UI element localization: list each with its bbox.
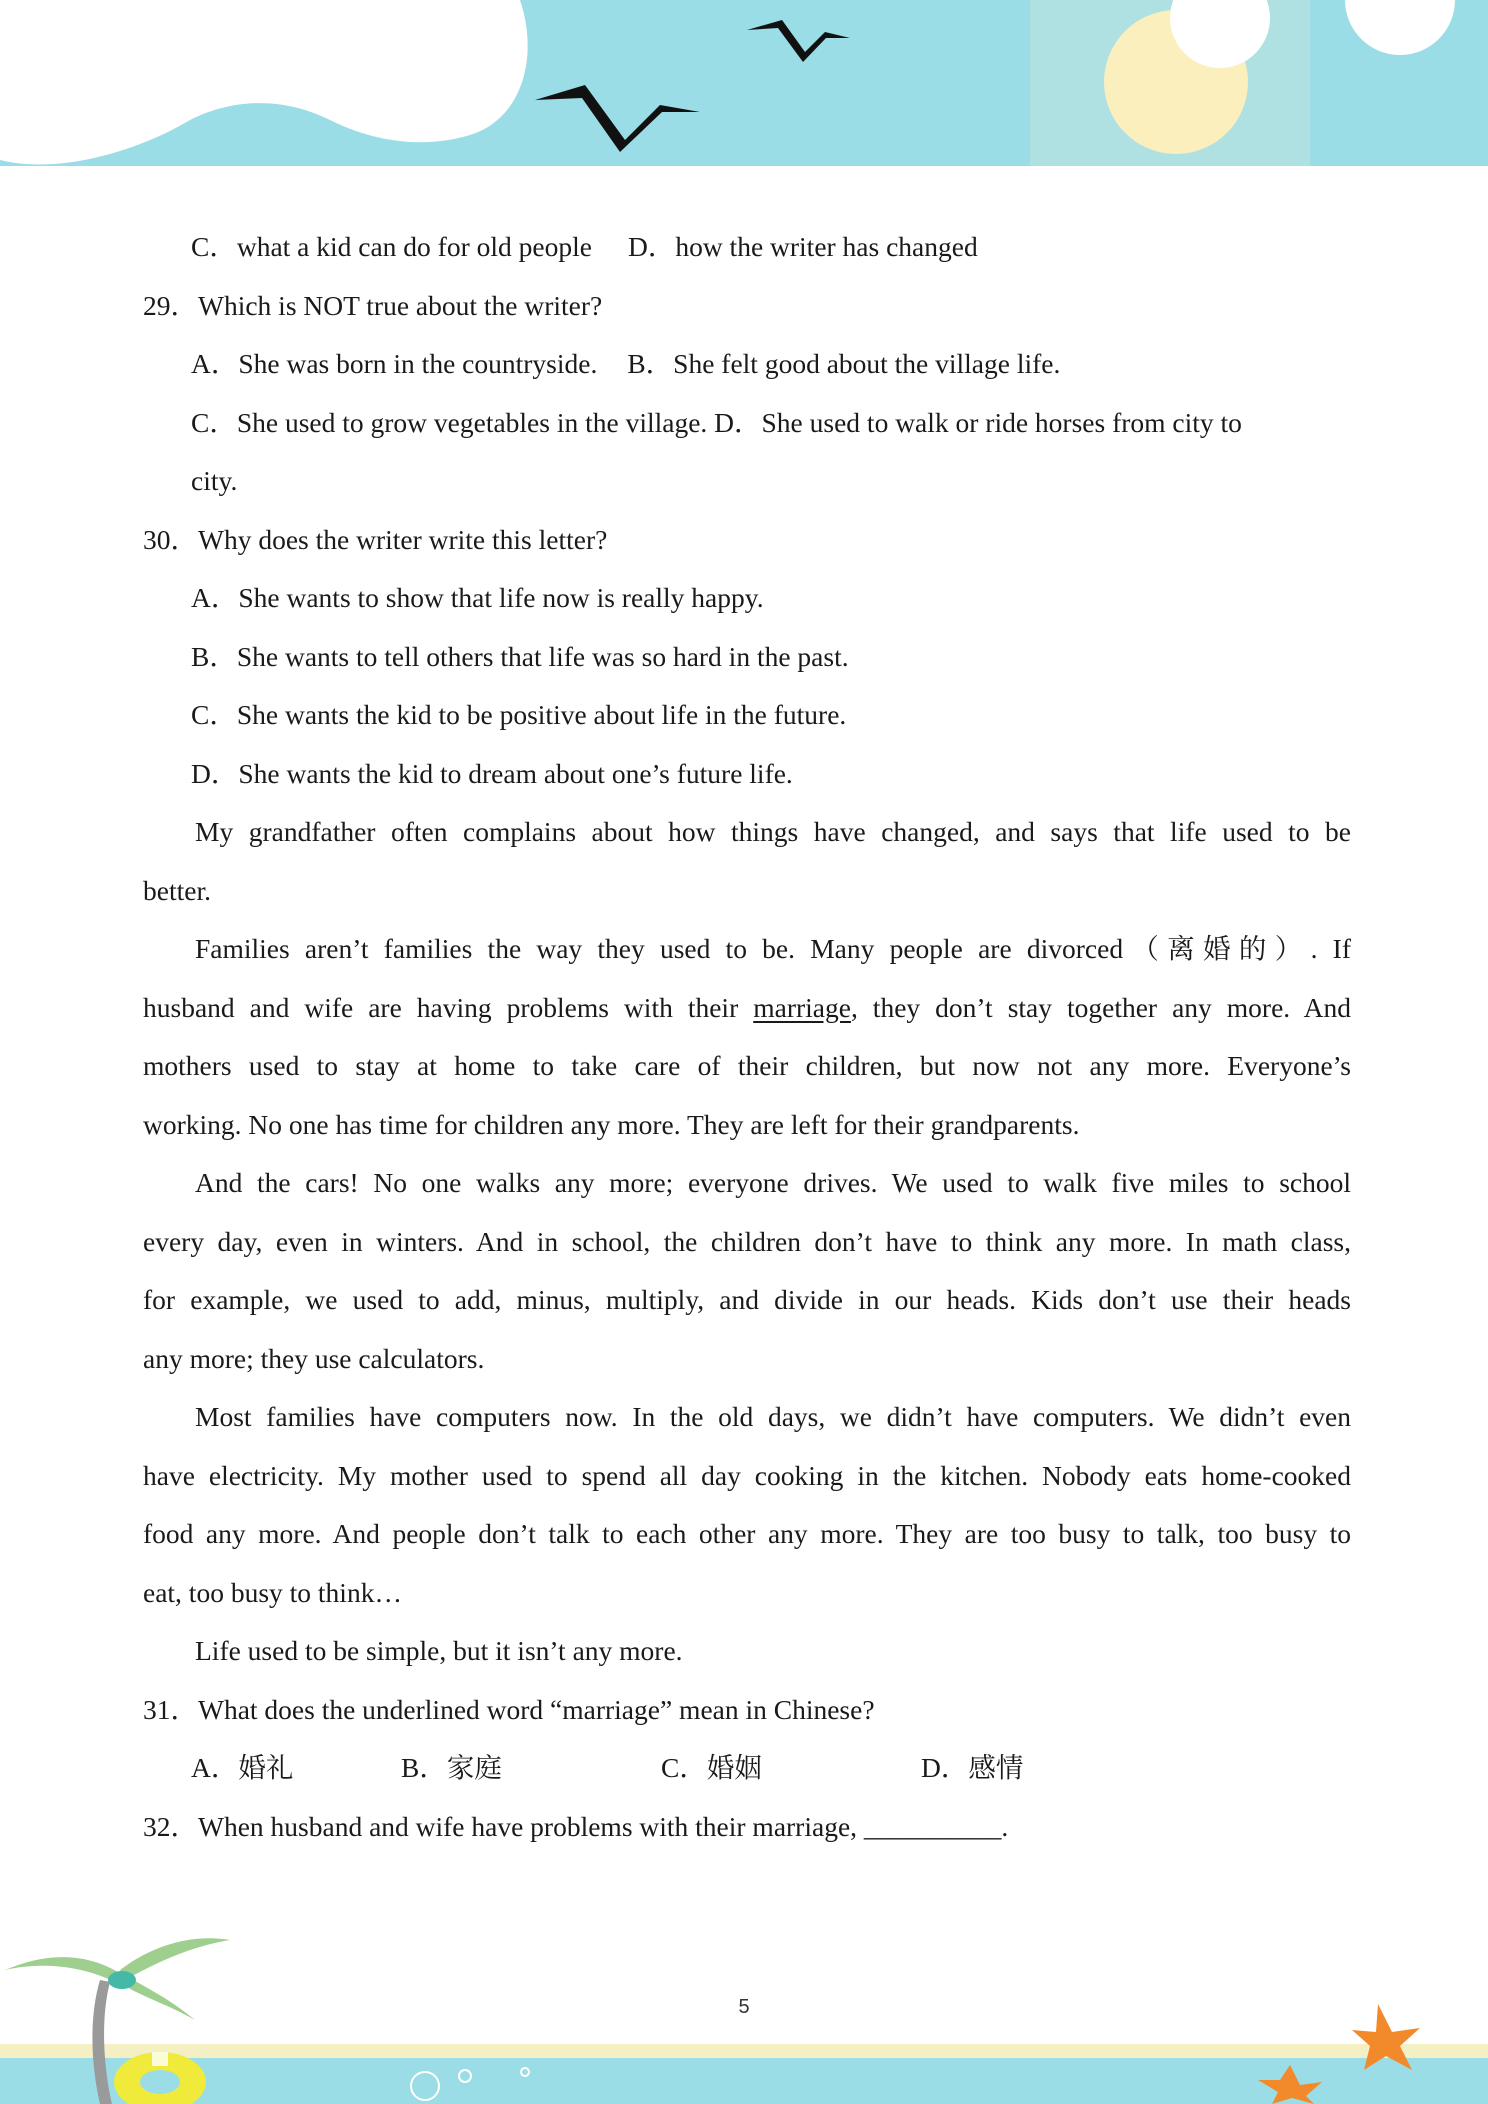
paragraph-line: Life used to be simple, but it isn’t any more. [195, 1635, 683, 1666]
option-text: B．She felt good about the village life. [627, 348, 1061, 379]
paragraph-line: eat, too busy to think… [143, 1576, 402, 1608]
option-line: B．She wants to tell others that life was so hard in the past. [191, 640, 849, 672]
option-line [143, 218, 1351, 277]
page-number: 5 [738, 1996, 750, 2018]
underlined-word: marriage [753, 991, 851, 1023]
option-text: A．婚礼 [191, 1752, 294, 1783]
paragraph-line: My grandfather often complains about how things have changed, and says that life used to be [195, 816, 1351, 847]
paragraph-line: Families aren’t families the way they used to be. Many people are divorced（离婚的）. If [195, 933, 1351, 964]
option-text: A．She was born in the countryside. [191, 348, 598, 379]
document-body [143, 218, 1351, 1856]
text-span: husband and wife are having problems with their [143, 991, 754, 1023]
footer-banner [0, 1900, 1488, 2104]
question-31: 31．What does the underlined word “marriage” mean in Chinese? [143, 1693, 875, 1725]
option-text: D．感情 [921, 1752, 1024, 1783]
question-30: 30．Why does the writer write this letter? [143, 523, 608, 555]
option-line: city. [191, 465, 238, 496]
paragraph-line: for example, we used to add, minus, multiply, and divide in our heads. Kids don’t use their heads [143, 1284, 1351, 1315]
option-line: C．She wants the kid to be positive about life in the future. [191, 699, 847, 730]
paragraph-line: have electricity. My mother used to spend all day cooking in the kitchen. Nobody eats home-cooked [143, 1459, 1351, 1491]
paragraph-line: any more; they use calculators. [143, 1342, 485, 1374]
option-text: C．what a kid can do for old people [191, 231, 592, 262]
paragraph-line: And the cars! No one walks any more; everyone drives. We used to walk five miles to school [195, 1167, 1351, 1198]
option-text: D．how the writer has changed [627, 231, 978, 262]
paragraph-line [143, 979, 1351, 1038]
option-line [143, 1739, 1351, 1798]
option-line [143, 335, 1351, 394]
paragraph-line: working. No one has time for children any more. They are left for their grandparents. [143, 1108, 1080, 1140]
option-line: A．She wants to show that life now is really happy. [191, 582, 764, 613]
question-32: 32．When husband and wife have problems with their marriage, __________. [143, 1810, 1009, 1842]
paragraph-line: mothers used to stay at home to take care of their children, but now not any more. Everyone’s [143, 1050, 1351, 1081]
paragraph-line: every day, even in winters. And in school, the children don’t have to think any more. In math class, [143, 1225, 1351, 1257]
option-line: D．She wants the kid to dream about one’s future life. [191, 757, 793, 789]
option-line: C．She used to grow vegetables in the village. D．She used to walk or ride horses from city to [191, 406, 1242, 438]
paragraph-line: Most families have computers now. In the old days, we didn’t have computers. We didn’t even [195, 1401, 1351, 1432]
paragraph-line: food any more. And people don’t talk to each other any more. They are too busy to talk, too busy to [143, 1518, 1351, 1549]
question-29: 29．Which is NOT true about the writer? [143, 289, 603, 321]
header-banner [0, 0, 1488, 170]
option-text: B．家庭 [401, 1752, 502, 1783]
option-text: C．婚姻 [661, 1752, 762, 1783]
text-span: , they don’t stay together any more. And [850, 991, 1351, 1023]
paragraph-line: better. [143, 874, 211, 906]
